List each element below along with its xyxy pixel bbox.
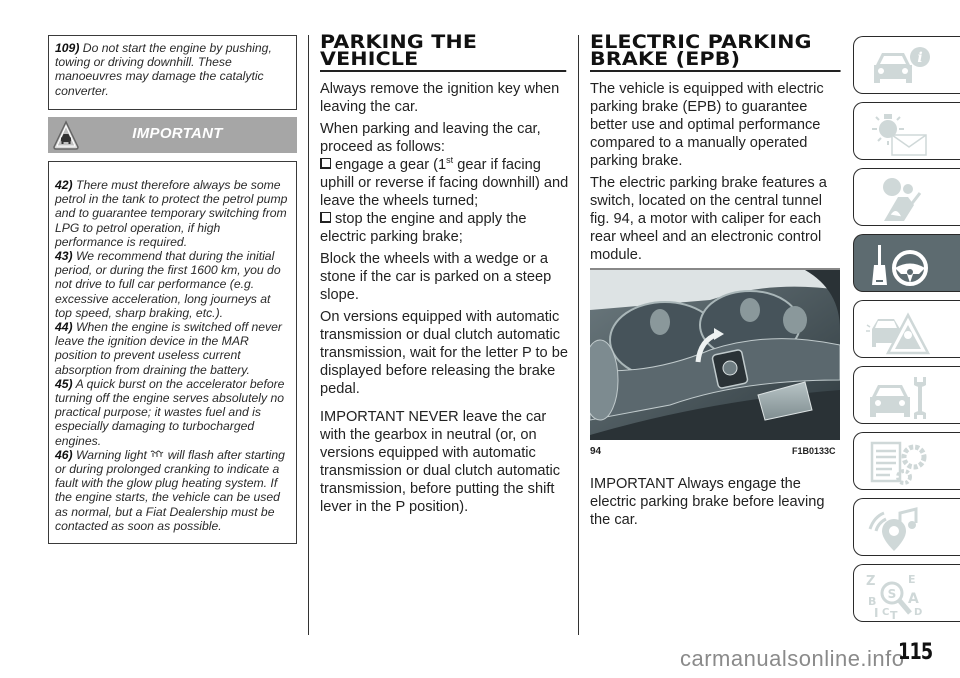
heading-line: PARKING THE: [320, 31, 478, 53]
bullet-item: stop the engine and apply the electric parking brake;: [320, 211, 527, 245]
car-maintenance-wrench-icon: [864, 373, 934, 421]
important-banner: [48, 117, 297, 153]
important-label: IMPORTANT: [132, 125, 223, 142]
key-steering-wheel-icon: [864, 241, 934, 289]
paragraph: On versions equipped with automatic transmission or dual clutch automatic transmission, wait for the letter P to be displayed before releasing the brake pedal.: [320, 309, 568, 397]
checkbox-bullet-icon: [320, 212, 331, 223]
multimedia-music-icon: [864, 505, 934, 553]
note-number: 44): [55, 320, 73, 335]
warning-lights-message-icon: [864, 109, 934, 157]
svg-text:B: B: [868, 595, 877, 608]
center-console-illustration: [590, 270, 840, 440]
figure-94-console-image: [590, 268, 840, 440]
side-tab-maintenance[interactable]: [853, 366, 960, 424]
figure-number: 94: [590, 446, 602, 457]
parking-body: [320, 80, 570, 520]
heading-line: ELECTRIC PARKING: [590, 31, 812, 53]
side-tab-car-info[interactable]: [853, 36, 960, 94]
svg-text:D: D: [914, 607, 923, 618]
index-search-icon: [864, 571, 934, 619]
page-number: 115: [898, 640, 933, 665]
note-109-box: [48, 35, 297, 110]
note-43: [55, 249, 290, 320]
paragraph: IMPORTANT NEVER leave the car with the gearbox in neutral (or, on versions equipped with automatic transmission or dual clutch automatic transmission, before putting the shift lever in the P position).: [320, 409, 561, 515]
note-text: will flash after starting or during prolonged cranking to indicate a fault with the glow plug heating system. If the engine starts, the vehicle can be used as normal, but a Fiat Dealership must be contacted as soon as possible.: [55, 447, 285, 533]
note-44: [55, 320, 290, 377]
car-info-icon: [864, 43, 934, 91]
note-text: Do not start the engine by pushing, towing or driving downhill. These manoeuvres may damage the catalytic converter.: [55, 41, 272, 98]
paragraph: IMPORTANT Always engage the electric parking brake before leaving the car.: [590, 476, 825, 528]
side-tab-emergency[interactable]: [853, 300, 960, 358]
paragraph: Block the wheels with a wedge or a stone if the car is parked on a steep slope.: [320, 251, 552, 303]
important-notes-box: [48, 161, 297, 544]
side-tab-multimedia[interactable]: [853, 498, 960, 556]
side-tab-starting-driving[interactable]: [853, 234, 960, 292]
note-number: 42): [55, 178, 73, 192]
svg-text:T: T: [890, 609, 898, 619]
svg-text:I: I: [874, 606, 879, 619]
side-tab-warning-lights[interactable]: [853, 102, 960, 160]
note-number: 45): [55, 376, 73, 391]
svg-text:S: S: [887, 587, 897, 601]
note-42: [55, 178, 290, 249]
checkbox-bullet-icon: [320, 158, 331, 169]
airbag-seatbelt-icon: [864, 175, 934, 223]
breakdown-warning-triangle-icon: [864, 307, 934, 355]
column-divider: [308, 35, 309, 635]
svg-text:A: A: [908, 591, 919, 607]
svg-text:E: E: [908, 573, 916, 586]
paragraph: The electric parking brake features a switch, located on the central tunnel fig. 94, a motor with caliper for each rear wheel and an electronic control module.: [590, 175, 827, 263]
section-heading-parking: [320, 31, 566, 72]
note-number: 46): [55, 447, 73, 462]
figure-code: F1B0133C: [792, 446, 836, 456]
side-tab-index[interactable]: [853, 564, 960, 622]
note-number: 109): [55, 41, 80, 55]
note-text: When the engine is switched off never leave the ignition device in the MAR position to prevent useless current absorption from draining the battery.: [55, 320, 282, 377]
note-text: There must therefore always be some petrol in the tank to protect the petrol pump and to guarantee temporary switching from LPG to petrol operation, if high performance is required.: [55, 178, 288, 249]
note-45: [55, 377, 290, 448]
paragraph: The vehicle is equipped with electric parking brake (EPB) to guarantee better use and optimal performance compared to a manually operated parking brake.: [590, 81, 824, 169]
epb-body: [590, 80, 845, 268]
side-tab-safety[interactable]: [853, 168, 960, 226]
note-text: Warning light: [76, 447, 147, 462]
bullet-item: engage a gear (1st gear if facing uphill or reverse if facing downhill) and leave the wheels turned;: [320, 155, 569, 209]
technical-data-gears-icon: [864, 439, 934, 487]
paragraph: Always remove the ignition key when leaving the car.: [320, 81, 560, 115]
heading-line: BRAKE (EPB): [590, 48, 741, 70]
column-divider: [578, 35, 579, 635]
svg-text:C: C: [882, 607, 890, 618]
note-text: We recommend that during the initial period, or during the first 1600 km, you do not drive to full car performance (e.g. excessive acceleration, long journeys at top speed, sharp braking, etc.).: [55, 249, 281, 320]
svg-text:i: i: [917, 50, 923, 66]
paragraph: When parking and leaving the car, proceed as follows:: [320, 121, 541, 155]
glow-plug-warning-icon: [150, 450, 164, 458]
heading-line: VEHICLE: [320, 48, 419, 70]
epb-important: [590, 475, 845, 533]
svg-text:Z: Z: [866, 574, 876, 589]
section-heading-epb: [590, 31, 841, 72]
watermark: carmanualsonline.info: [680, 646, 905, 671]
side-tab-technical-data[interactable]: [853, 432, 960, 490]
note-46: [55, 448, 290, 533]
note-text: A quick burst on the accelerator before turning off the engine serves absolutely no practical purpose; it wastes fuel and is especially damaging to turbocharged engines.: [55, 376, 285, 448]
note-number: 43): [55, 249, 73, 264]
